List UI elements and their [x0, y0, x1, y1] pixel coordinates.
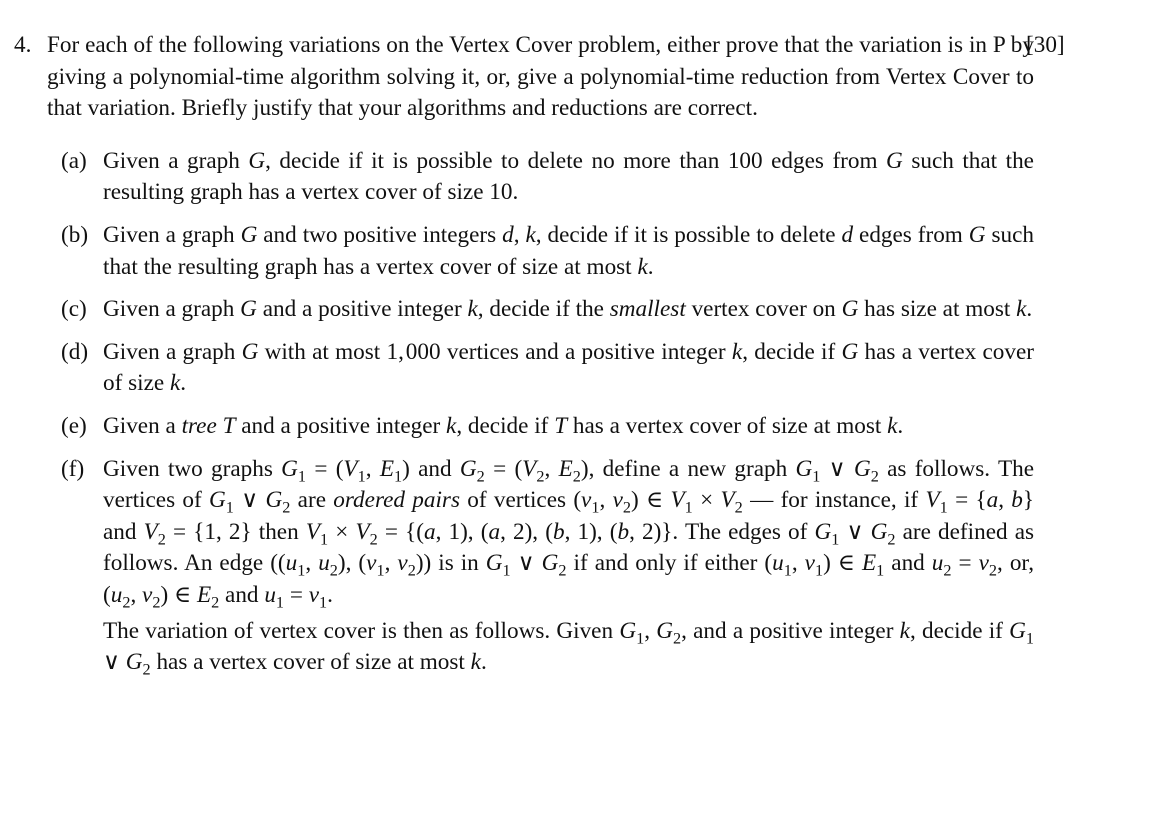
part-c — [47, 294, 1034, 326]
points-value: [30] — [1026, 32, 1065, 58]
problem-statement — [14, 30, 1034, 125]
problem-intro: For each of the following variations on the Vertex Cover problem, either prove that the variation is in P by giving a polynomial-time algorithm solving it, or, give a polynomial-time reduction from Vertex Cover to that variation. Briefly justify that your algorithms and reductions are correct. — [47, 32, 1034, 122]
part-f — [47, 454, 1034, 679]
part-text: Given a tree T and a positive integer k, decide if T has a vertex cover of size at most k. — [103, 412, 904, 439]
part-label: (e) — [61, 412, 87, 439]
problem-parts — [14, 146, 1034, 679]
part-text: Given a graph G and two positive integers d, k, decide if it is possible to delete d edges from G such that the resulting graph has a vertex cover of size at most k. — [103, 221, 1034, 280]
part-text: Given a graph G, decide if it is possible to delete no more than 100 edges from G such that the resulting graph has a vertex cover of size 10. — [103, 147, 1034, 206]
part-label: (c) — [61, 296, 87, 323]
part-d — [47, 337, 1034, 400]
part-text: Given two graphs $G_1 = (V_1$, $E_1$) and $G_2 = (V_2$, $E_2$), define a new graph $G_1$ ∨ $G_2$ as follows. The vertices of $G_1$ ∨ $G_2$ are ordered pairs of vertices ($v_1$, $v_2$) ∈ $V_1 \times V_2$ — for instance, if $V_1 = \{a$, b} and $V_2 = \{1$, 2} then $V_1 \times V_2 = \{(a$, 1), (a, 2), (b, 1), (b, 2)}. The edges of $G_1$ ∨ $G_2$ are defined as follows. An edge (($u_1$, $u_2$), ($v_1$, $v_2$)) is in $G_1$ ∨ $G_2$ if and only if either ($u_1$, $v_1$) ∈ $E_1$ and $u_2 = v_2$, or, ($u_2$, $v_2$) ∈ $E_2$ and $u_1 = v_1$. — [103, 455, 1035, 612]
part-text: Given a graph G with at most 1, 000 vertices and a positive integer k, decide if G has a vertex cover of size k. — [103, 338, 1034, 397]
part-f-variation: The variation of vertex cover is then as follows. Given $G_1$, $G_2$, and a positive integer k, decide if $G_1$ ∨ $G_2$ has a vertex cover of size at most k. — [103, 617, 1035, 679]
part-label: (f) — [61, 455, 85, 482]
part-label: (d) — [61, 338, 89, 365]
part-a — [47, 146, 1034, 209]
part-b — [47, 220, 1034, 283]
part-label: (a) — [61, 147, 87, 174]
part-e — [47, 411, 1034, 443]
part-label: (b) — [61, 221, 89, 248]
problem-number: 4. — [14, 32, 32, 58]
part-text: Given a graph G and a positive integer k, decide if the smallest vertex cover on G has size at most k. — [103, 296, 1033, 323]
problem-4 — [14, 30, 1034, 690]
